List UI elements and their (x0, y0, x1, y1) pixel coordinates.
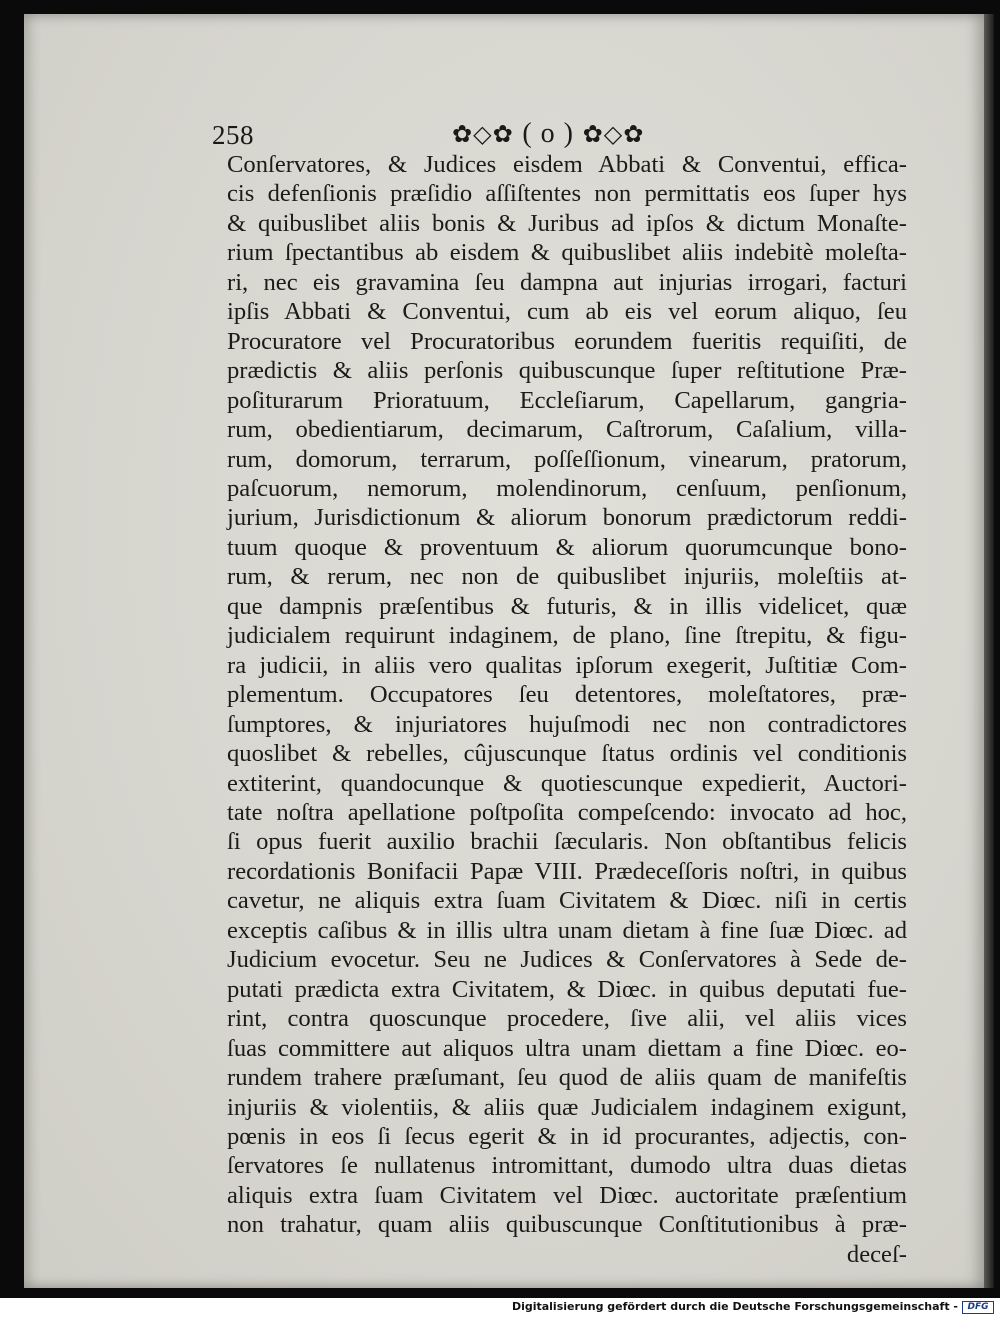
text-line: recordationis Bonifacii Papæ VIII. Prædeceſſoris noſtri, in quibus (227, 857, 907, 885)
text-line: plementum. Occupatores ſeu detentores, moleſtatores, præ- (227, 681, 907, 709)
text-line: ſuas committere aut aliquos ultra unam diettam a fine Diœc. eo- (227, 1034, 907, 1062)
text-line: prædictis & aliis perſonis quibuscunque ſuper reſtitutione Præ- (227, 357, 907, 385)
ornament-left: ✿◇✿ (452, 120, 514, 148)
text-line: jurium, Jurisdictionum & aliorum bonorum prædictorum reddi- (227, 504, 907, 532)
text-line: rum, & rerum, nec non de quibuslibet injuriis, moleſtiis at- (227, 563, 907, 591)
text-line: pœnis in eos ſi ſecus egerit & in id procurantes, adjectis, con- (227, 1122, 907, 1150)
text-line: ſervatores ſe nullatenus intromittant, dumodo ultra duas dietas (227, 1152, 907, 1180)
text-line: ra judicii, in aliis vero qualitas ipſorum exegerit, Juſtitiæ Com- (227, 651, 907, 679)
ornament-right: ✿◇✿ (582, 120, 645, 148)
text-line: rundem trahere præſumant, ſeu quod de aliis quam de manifeſtis (227, 1064, 907, 1092)
text-line: quoslibet & rebelles, cûjuscunque ſtatus ordinis vel conditionis (227, 740, 907, 768)
text-line: putati prædicta extra Civitatem, & Diœc. in quibus deputati fue- (227, 975, 907, 1003)
ornament-mid: ( o ) (522, 118, 574, 149)
text-line: ſi opus fuerit auxilio brachii ſæcularis. Non obſtantibus felicis (227, 828, 907, 856)
text-line: rum, domorum, terrarum, poſſeſſionum, vinearum, pratorum, (227, 445, 907, 473)
text-line: ſumptores, & injuriatores hujuſmodi nec non contradictores (227, 710, 907, 738)
text-line: paſcuorum, nemorum, molendinorum, cenſuum, penſionum, (227, 474, 907, 502)
funding-credit: Digitalisierung gefördert durch die Deutsche Forschungsgemeinschaft - (511, 1300, 958, 1313)
catchword: deceſ- (846, 1240, 907, 1268)
text-line: Procuratore vel Procuratoribus eorundem fueritis requiſiti, de (227, 327, 907, 355)
text-line: Judicium evocetur. Seu ne Judices & Conſervatores à Sede de- (227, 946, 907, 974)
text-line: exceptis caſibus & in illis ultra unam dietam à fine ſuæ Diœc. ad (227, 916, 907, 944)
text-line: cis defenſionis præſidio aſſiſtentes non permittatis eos ſuper hys (227, 180, 907, 208)
footer-bar (0, 1298, 1000, 1318)
page-edge (984, 14, 994, 1288)
dfg-logo: DFG (962, 1301, 994, 1314)
text-line: injuriis & violentiis, & aliis quæ Judicialem indaginem exigunt, (227, 1093, 907, 1121)
text-line: rum, obedientiarum, decimarum, Caſtrorum, Caſalium, villa- (227, 416, 907, 444)
text-line: cavetur, ne aliquis extra ſuam Civitatem & Diœc. niſi in certis (227, 887, 907, 915)
text-line: Conſervatores, & Judices eisdem Abbati & Conventui, effica- (227, 151, 907, 178)
text-line: judicialem requirunt indaginem, de plano, ſine ſtrepitu, & figu- (227, 622, 907, 650)
header-ornament (452, 118, 644, 150)
text-line: extiterint, quandocunque & quotiescunque expedierit, Auctori- (227, 769, 907, 797)
text-line: tate noſtra apellatione poſtpoſita compeſcendo: invocato ad hoc, (227, 798, 907, 826)
text-line: rint, contra quoscunque procedere, ſive alii, vel aliis vices (227, 1005, 907, 1033)
running-head (212, 118, 912, 154)
text-line: non trahatur, quam aliis quibuscunque Conſtitutionibus à præ- (227, 1211, 907, 1239)
text-line: tuum quoque & proventuum & aliorum quorumcunque bono- (227, 533, 907, 561)
text-line: rium ſpectantibus ab eisdem & quibuslibet aliis indebitè moleſta- (227, 239, 907, 267)
text-line: aliquis extra ſuam Civitatem vel Diœc. auctoritate præſentium (227, 1181, 907, 1209)
text-line: que dampnis præſentibus & futuris, & in illis videlicet, quæ (227, 592, 907, 620)
text-line: & quibuslibet aliis bonis & Juribus ad ipſos & dictum Monaſte- (227, 209, 907, 237)
text-line: poſiturarum Prioratuum, Eccleſiarum, Capellarum, gangria- (227, 386, 907, 414)
text-line: ri, nec eis gravamina ſeu dampna aut injurias irrogari, facturi (227, 268, 907, 296)
body-text (227, 150, 907, 1269)
text-line: ipſis Abbati & Conventui, cum ab eis vel eorum aliquo, ſeu (227, 298, 907, 326)
page-number: 258 (212, 120, 254, 150)
